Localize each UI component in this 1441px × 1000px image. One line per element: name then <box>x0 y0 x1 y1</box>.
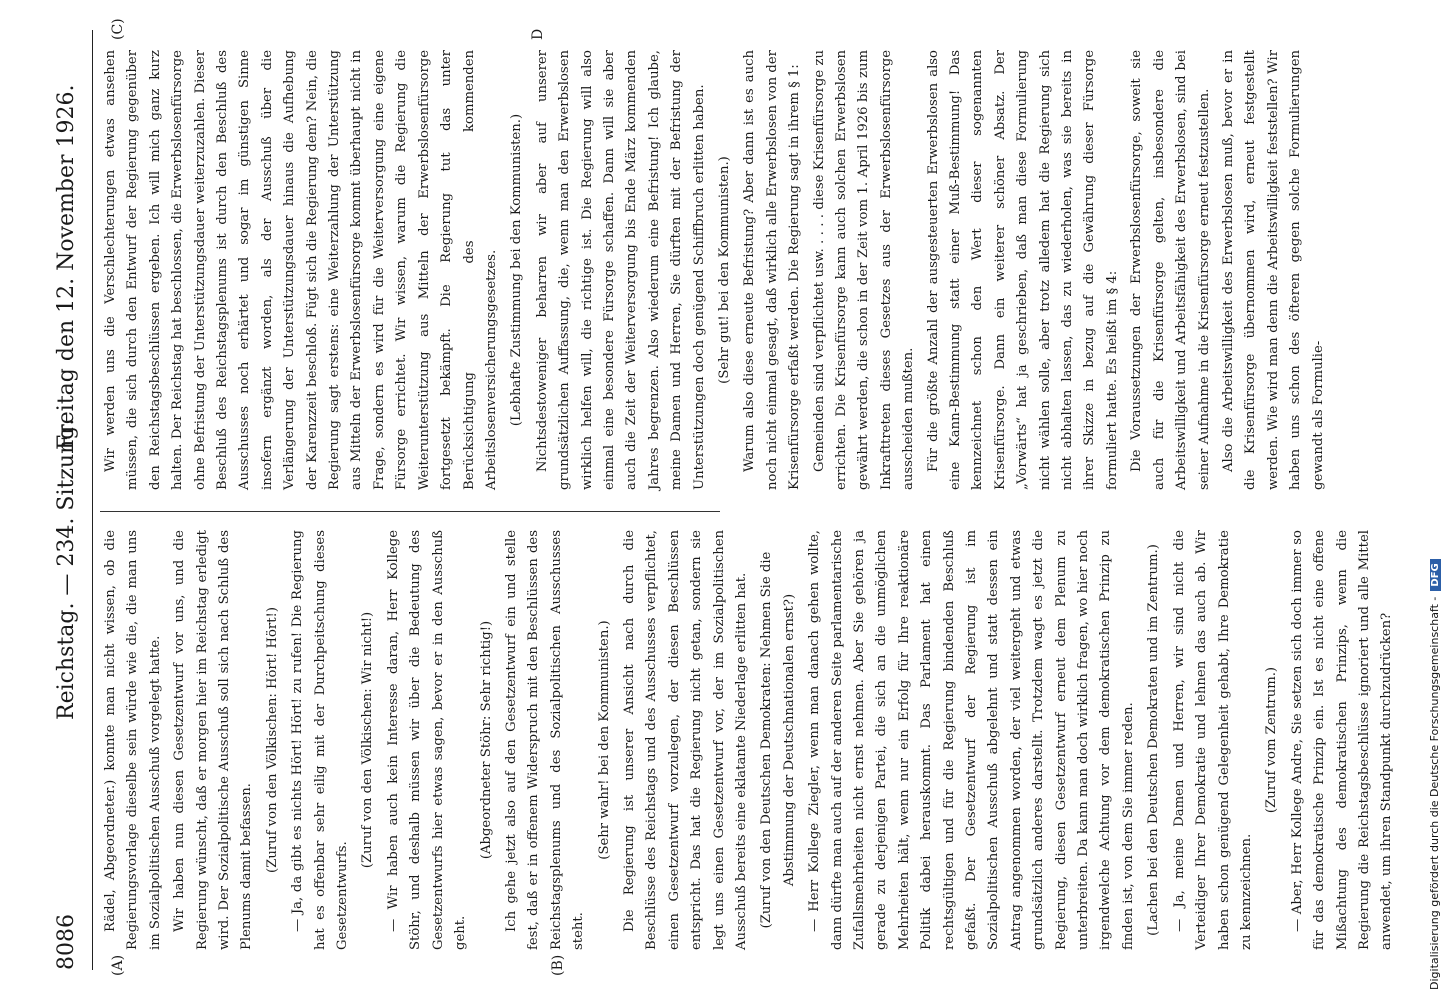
paragraph: — Ja, da gibt es nichts Hört! Hört! zu rufen! Die Regierung hat es offenbar sehr eilig mit der Durchpeitschung dieses Gesetzentwurfs. <box>290 530 351 950</box>
paragraph: Wir werden uns die Verschlechterungen etwas ansehen müssen, die sich durch den Entwurf der Regierung gegenüber den Reichstagsbeschlüssen ergeben. Ich will mich ganz kurz halten. Der Reichstag hat beschlossen, die Erwerbslosenfürsorge ohne Befristung der Unterstützungsdauer weiterzuzahlen. Dieser Beschluß des Reichstagsplenums ist durch den Beschluß des Ausschusses noch erhärtet und sogar im günstigen Sinne insofern ergänzt worden, als der Ausschuß über die Verlängerung der Unterstützungsdauer hinaus die Aufhebung der Karenzzeit beschloß. Fügt sich die Regierung dem? Nein, die Regierung sagt erstens: eine Weiterzahlung der Unterstützung aus Mitteln der Erwerbslosenfürsorge kommt überhaupt nicht in Frage, sondern es wird für die Weiterversorgung eine eigene Fürsorge errichtet. Wir wissen, warum die Regierung die Weiterunterstützung aus Mitteln der Erwerbslosenfürsorge fortgesetzt bekämpft. Die Regierung tut das unter Berücksichtigung des kommenden Arbeitslosenversicherungsgesetzes. <box>103 50 499 490</box>
interjection: (Abgeordneter Stöhr: Sehr richtig!) <box>478 620 494 860</box>
margin-mark-c: (C) <box>110 18 126 40</box>
interjection: (Zuruf von den Völkischen: Hört! Hört!) <box>264 607 280 873</box>
interjection: (Lebhafte Zustimmung bei den Kommunisten.) <box>509 113 525 427</box>
left-column <box>100 530 1395 950</box>
paragraph: — Herr Kollege Ziegler, wenn man danach gehen wollte, dann dürfte man auch auf der anderen Seite parlamentarische Zufallsmehrheiten nicht ernst nehmen. Aber Sie gehören ja gerade zu derjenigen Partei, die sich an die unmöglichen Mehrheiten hält, wenn nur ein Erfolg für Ihre reaktionäre Politik dabei herauskommt. Das Parlament hat einen rechtsgültigen und für die Regierung bindenden Beschluß gefaßt. Der Gesetzentwurf der Regierung ist im Sozialpolitischen Ausschuß abgelehnt und statt dessen ein Antrag angenommen worden, der viel weitergeht und etwas grundsätzlich anderes darstellt. Trotzdem wagt es jetzt die Regierung, diesen Gesetzentwurf erneut dem Plenum zu unterbreiten. Da kann man doch wirklich fragen, wo hier noch irgendwelche Achtung vor dem demokratischen Prinzip zu finden ist, von dem Sie immer reden. <box>807 530 1136 950</box>
quotation: Die Voraussetzungen der Erwerbslosenfürsorge, soweit sie auch für die Krisenfürsorge gelten, insbesondere die Arbeitswilligkeit und Arbeitsfähigkeit des Erwerbslosen, sind bei seiner Aufnahme in die Krisenfürsorge erneut festzustellen. <box>1129 50 1212 490</box>
right-column <box>100 50 1326 490</box>
running-head <box>50 30 90 970</box>
digitization-credit <box>1428 0 1441 990</box>
paragraph: Für die größte Anzahl der ausgesteuerten Erwerbslosen also eine Kann-Bestimmung statt einer Muß-Bestimmung! Das kennzeichnet schon den Wert dieser sogenannten Krisenfürsorge. Dann ein weiterer schöner Absatz. Der „Vorwärts“ hat ja geschrieben, daß man diese Formulierung nicht wählen solle, aber trotz alledem hat die Regierung sich nicht abhalten lassen, das zu wiederholen, was sie bereits in ihrer Skizze in bezug auf die Gewährung dieser Fürsorge formuliert hatte. Es heißt im § 4: <box>925 50 1120 490</box>
interjection: (Sehr wahr! bei den Kommunisten.) <box>596 620 612 860</box>
paragraph: Wir haben nun diesen Gesetzentwurf vor uns, und die Regierung wünscht, daß er morgen hier im Reichstag erledigt wird. Der Sozialpolitische Ausschuß soll sich nach Schluß des Plenums damit befassen. <box>172 530 255 950</box>
interjection: (Sehr gut! bei den Kommunisten.) <box>716 156 732 384</box>
margin-mark-d: D <box>530 28 546 40</box>
session-date: Freitag den 12. November 1926. <box>54 84 79 450</box>
credit-text: Digitalisierung gefördert durch die Deutsche Forschungsgemeinschaft - <box>1428 596 1441 990</box>
paragraph: Ich gehe jetzt also auf den Gesetzentwurf ein und stelle fest, daß er in offenem Widerspruch mit den Beschlüssen des Reichstagsplenums und des Sozialpolitischen Ausschusses steht. <box>503 530 587 950</box>
interjection: (Zuruf vom Zentrum.) <box>1264 666 1280 814</box>
quotation: Gemeinden sind verpflichtet usw. . . . . diese Krisenfürsorge zu errichten. Die Krisenfürsorge kann auch solchen Erwerbslosen gewährt werden, die schon in der Zeit vom 1. April 1926 bis zum Inkrafttreten dieses Gesetzes aus der Erwerbslosenfürsorge ausscheiden mußten. <box>811 50 917 490</box>
paragraph: Also die Arbeitswilligkeit des Erwerbslosen muß, bevor er in die Krisenfürsorge übernommen wird, erneut festgestellt werden. Wie wird man denn die Arbeitswilligkeit feststellen? Wir haben uns schon des öfteren gegen solche Formulierungen gewandt als Formulie- <box>1220 50 1326 490</box>
interjection: (Lachen bei den Deutschen Demokraten und im Zentrum.) <box>1146 544 1162 936</box>
dfg-logo: DFG <box>1430 559 1441 590</box>
margin-mark-a: (A) <box>110 954 126 976</box>
header-rule <box>92 30 93 970</box>
margin-mark-b: (B) <box>550 954 566 976</box>
page-number: 8086 <box>54 914 79 970</box>
paragraph: Rädel, Abgeordneter.) konnte man nicht wissen, ob die Regierungsvorlage dieselbe sein würde wie die, die man uns im Sozialpolitischen Ausschuß vorgelegt hatte. <box>103 530 163 950</box>
paragraph: — Ja, meine Damen und Herren, wir sind nicht die Verteidiger Ihrer Demokratie und lehnen das auch ab. Wir haben schon genügend Gelegenheit gehabt, Ihre Demokratie zu kennzeichnen. <box>1171 530 1254 950</box>
rotated-page <box>50 10 1395 990</box>
paragraph: Die Regierung ist unserer Ansicht nach durch die Beschlüsse des Reichstags und des Ausschusses verpflichtet, einen Gesetzentwurf vorzulegen, der diesen Beschlüssen entspricht. Das hat die Regierung nicht getan, sondern sie legt uns einen Gesetzentwurf vor, der im Sozialpolitischen Ausschuß bereits eine eklatante Niederlage erlitten hat. <box>621 530 749 950</box>
paragraph: — Aber, Herr Kollege Andre, Sie setzen sich doch immer so für das demokratische Prinzip ein. Ist es nicht eine offene Mißachtung des demokratischen Prinzips, wenn die Regierung die Reichstagsbeschlüsse ignoriert und alle Mittel anwendet, um ihren Standpunkt durchzudrücken? <box>1289 530 1395 950</box>
interjection: (Zuruf von den Deutschen Demokraten: Nehmen Sie die Abstimmung der Deutschnationalen ernst?) <box>759 551 797 929</box>
paragraph: — Wir haben auch kein Interesse daran, Herr Kollege Stöhr, und deshalb müssen wir über die Bedeutung des Gesetzentwurfs hier etwas sagen, bevor er in den Ausschuß geht. <box>385 530 469 950</box>
column-divider <box>100 511 720 512</box>
interjection: (Zuruf von den Völkischen: Wir nicht!) <box>360 611 376 869</box>
paragraph: Nichtsdestoweniger beharren wir aber auf unserer grundsätzlichen Auffassung, die, wenn man den Erwerbslosen wirklich helfen will, die richtige ist. Die Regierung will also einmal eine besondere Fürsorge schaffen. Dann will sie aber auch die Zeit der Weiterversorgung bis Ende März kommenden Jahres begrenzen. Also wiederum eine Befristung! Ich glaube, meine Damen und Herren, Sie dürften mit der Befristung der Unterstützungen doch genügend Schiffbruch erlitten haben. <box>534 50 707 490</box>
session-title: Reichstag. — 234. Sitzung. <box>54 418 79 720</box>
paragraph: Warum also diese erneute Befristung? Aber dann ist es auch noch nicht einmal gesagt, daß wirklich alle Erwerbslosen von der Krisenfürsorge erfaßt werden. Die Regierung sagt in ihrem § 1: <box>742 50 803 490</box>
